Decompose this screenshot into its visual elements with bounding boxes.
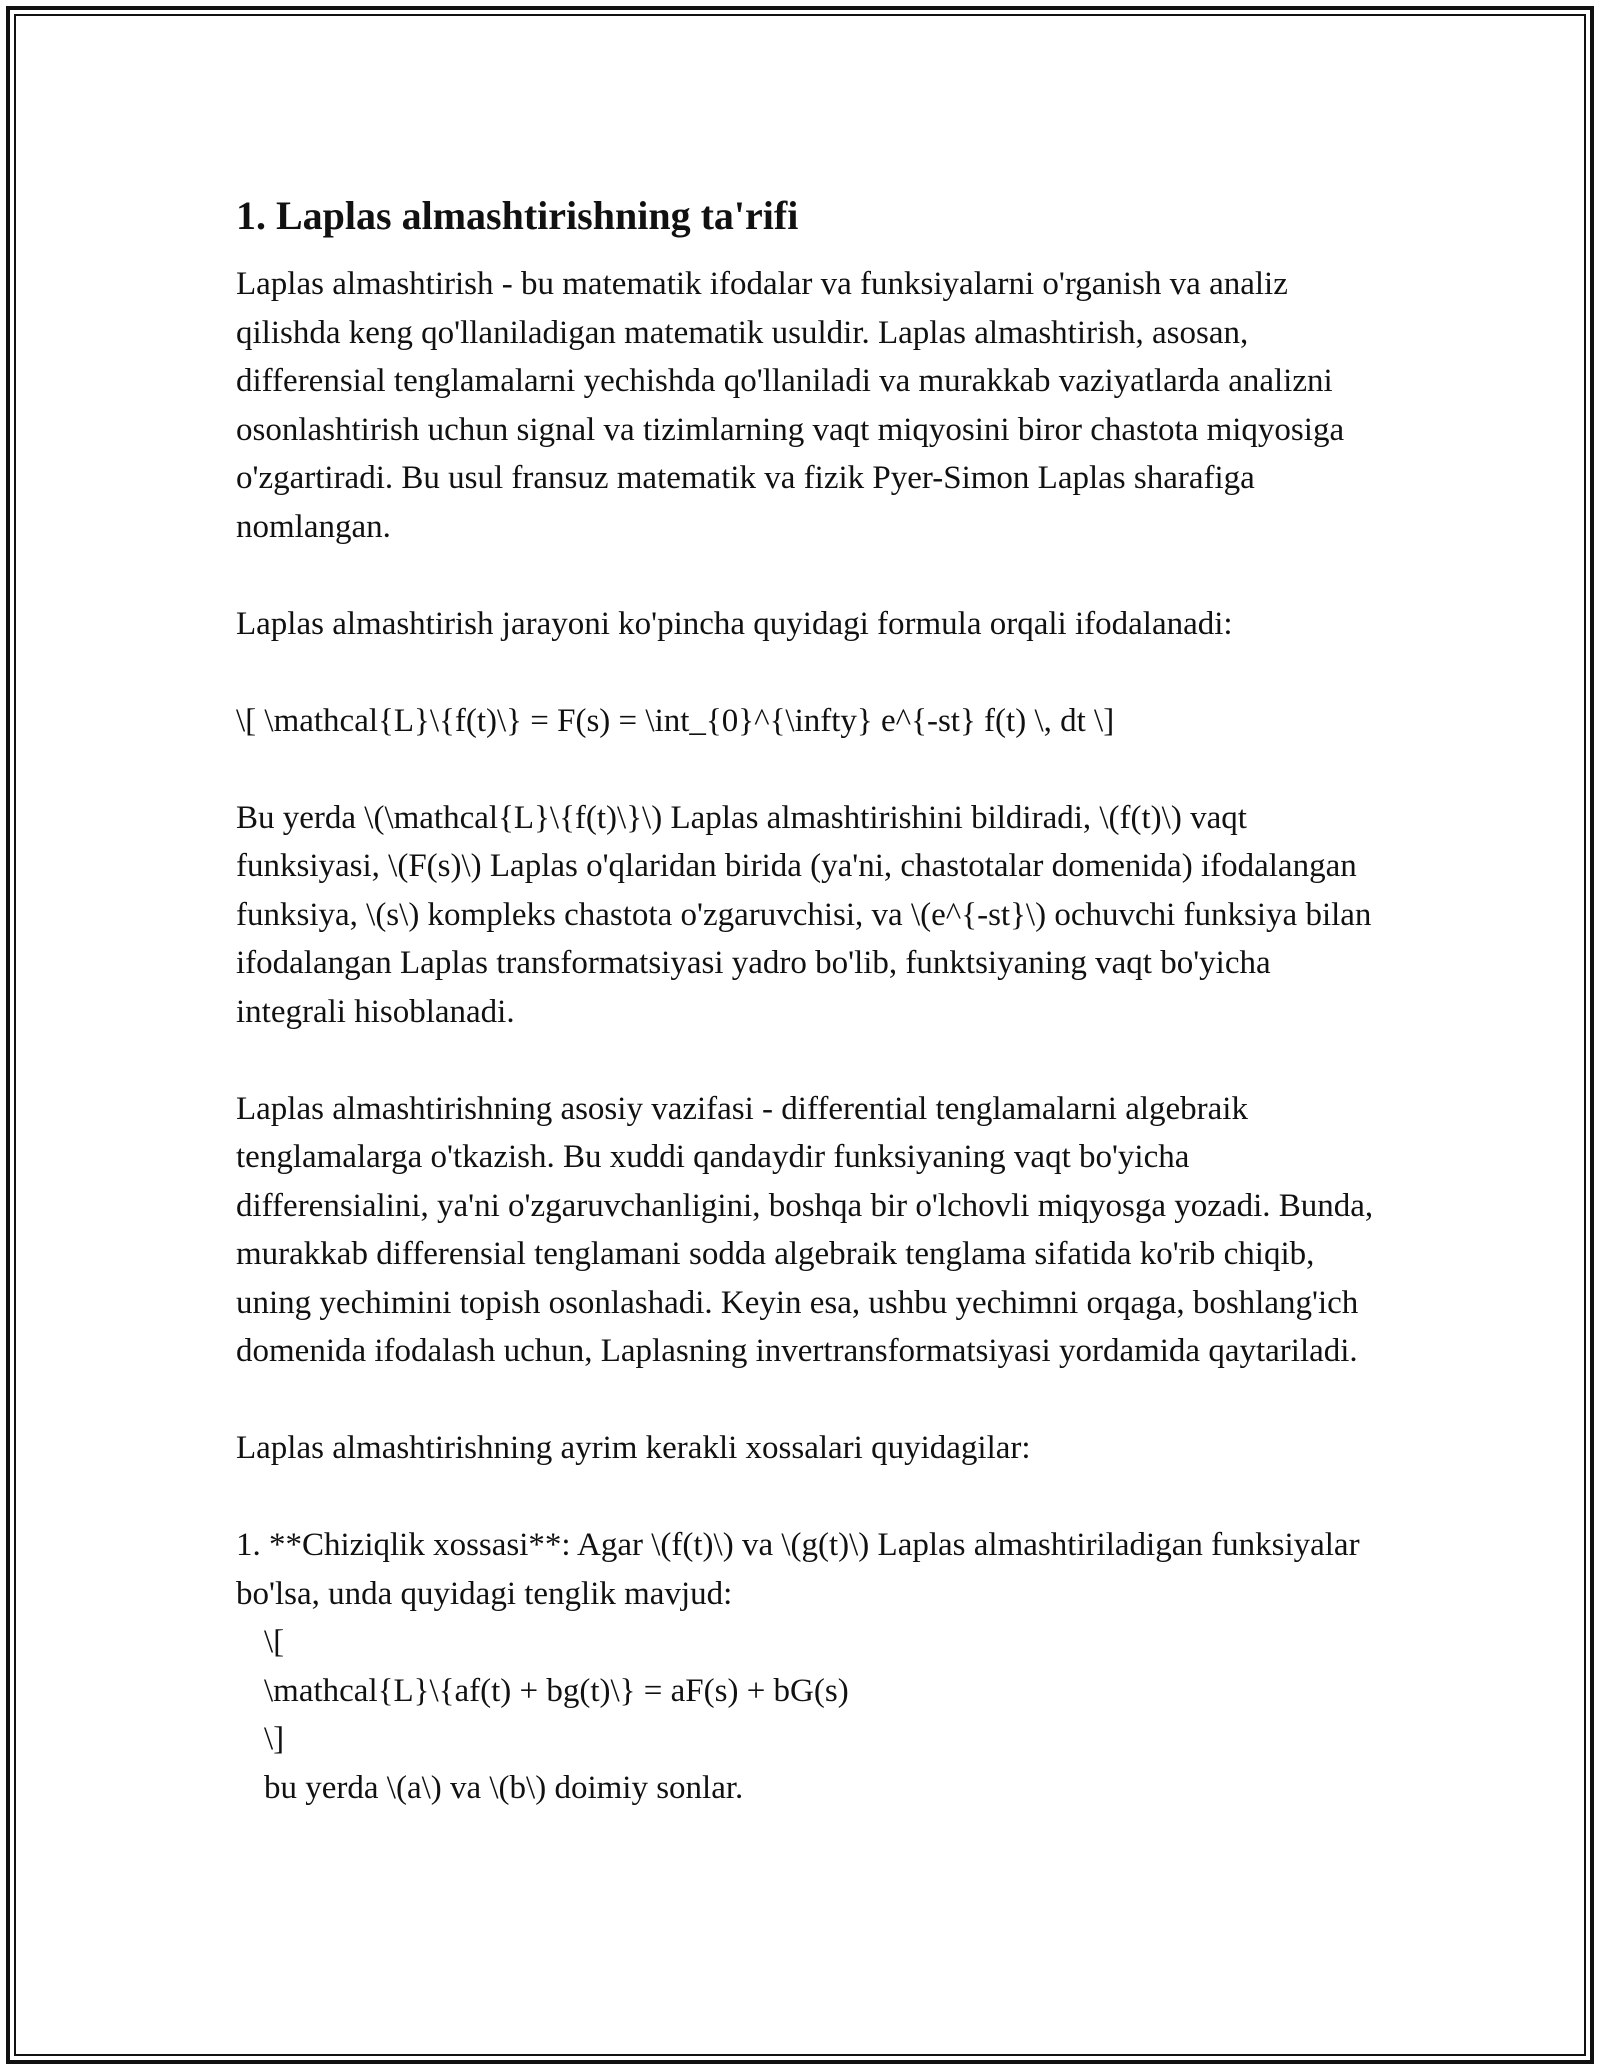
formula-open-bracket: \[: [264, 1624, 285, 1660]
paragraph-notation: Bu yerda \(\mathcal{L}\{f(t)\}\) Laplas almashtirishini bildiradi, \(f(t)\) vaqt funksiyasi, \(F(s)\) Laplas o'qlaridan birida (ya'ni, chastotalar domenida) ifodalangan funksiya, \(s\) kompleks chastota o'zgaruvchisi, va \(e^{-st}\) ochuvchi funksiya bilan ifodalangan Laplas transformatsiyasi yadro bo'lib, funktsiyaning vaqt bo'yicha integrali hisoblanadi.: [236, 799, 1372, 1030]
paragraph-formula-intro: Laplas almashtirish jarayoni ko'pincha quyidagi formula orqali ifodalanadi:: [236, 605, 1233, 642]
paragraph-properties-intro: Laplas almashtirishning ayrim kerakli xossalari quyidagilar:: [236, 1430, 1031, 1466]
section-heading: 1. Laplas almashtirishning ta'rifi: [236, 193, 799, 238]
document-body: [236, 190, 1386, 1812]
property-linearity: [236, 1521, 1386, 1812]
paragraph-purpose: Laplas almashtirishning asosiy vazifasi - differential tenglamalarni algebraik tenglamalarga o'tkazish. Bu xuddi qandaydir funksiyaning vaqt bo'yicha differensialini, ya'ni o'zgaruvchanligini, boshqa bir o'lchovli miqyosga yozadi. Bunda, murakkab differensial tenglamani sodda algebraik tenglama sifatida ko'rib chiqib, uning yechimini topish osonlashadi. Keyin esa, ushbu yechimni orqaga, boshlang'ich domenida ifodalash uchun, Laplasning invertransformatsiyasi yordamida qaytariladi.: [236, 1090, 1374, 1369]
property-linearity-note: bu yerda \(a\) va \(b\) doimiy sonlar.: [264, 1769, 744, 1806]
property-linearity-intro: 1. **Chiziqlik xossasi**: Agar \(f(t)\) va \(g(t)\) Laplas almashtiriladigan funksiyalar bo'lsa, unda quyidagi tenglik mavjud:: [236, 1527, 1360, 1612]
formula-laplace: \[ \mathcal{L}\{f(t)\} = F(s) = \int_{0}^{\infty} e^{-st} f(t) \, dt \]: [236, 702, 1115, 739]
paragraph-definition: Laplas almashtirish - bu matematik ifodalar va funksiyalarni o'rganish va analiz qilishda keng qo'llaniladigan matematik usuldir. Laplas almashtirish, asosan, differensial tenglamalarni yechishda qo'llaniladi va murakkab vaziyatlarda analizni osonlashtirish uchun signal va tizimlarning vaqt miqyosini biror chastota miqyosiga o'zgartiradi. Bu usul fransuz matematik va fizik Pyer-Simon Laplas sharafiga nomlangan.: [236, 266, 1345, 545]
formula-close-bracket: \]: [264, 1721, 285, 1757]
formula-linearity: \mathcal{L}\{af(t) + bg(t)\} = aF(s) + bG(s): [264, 1672, 849, 1709]
